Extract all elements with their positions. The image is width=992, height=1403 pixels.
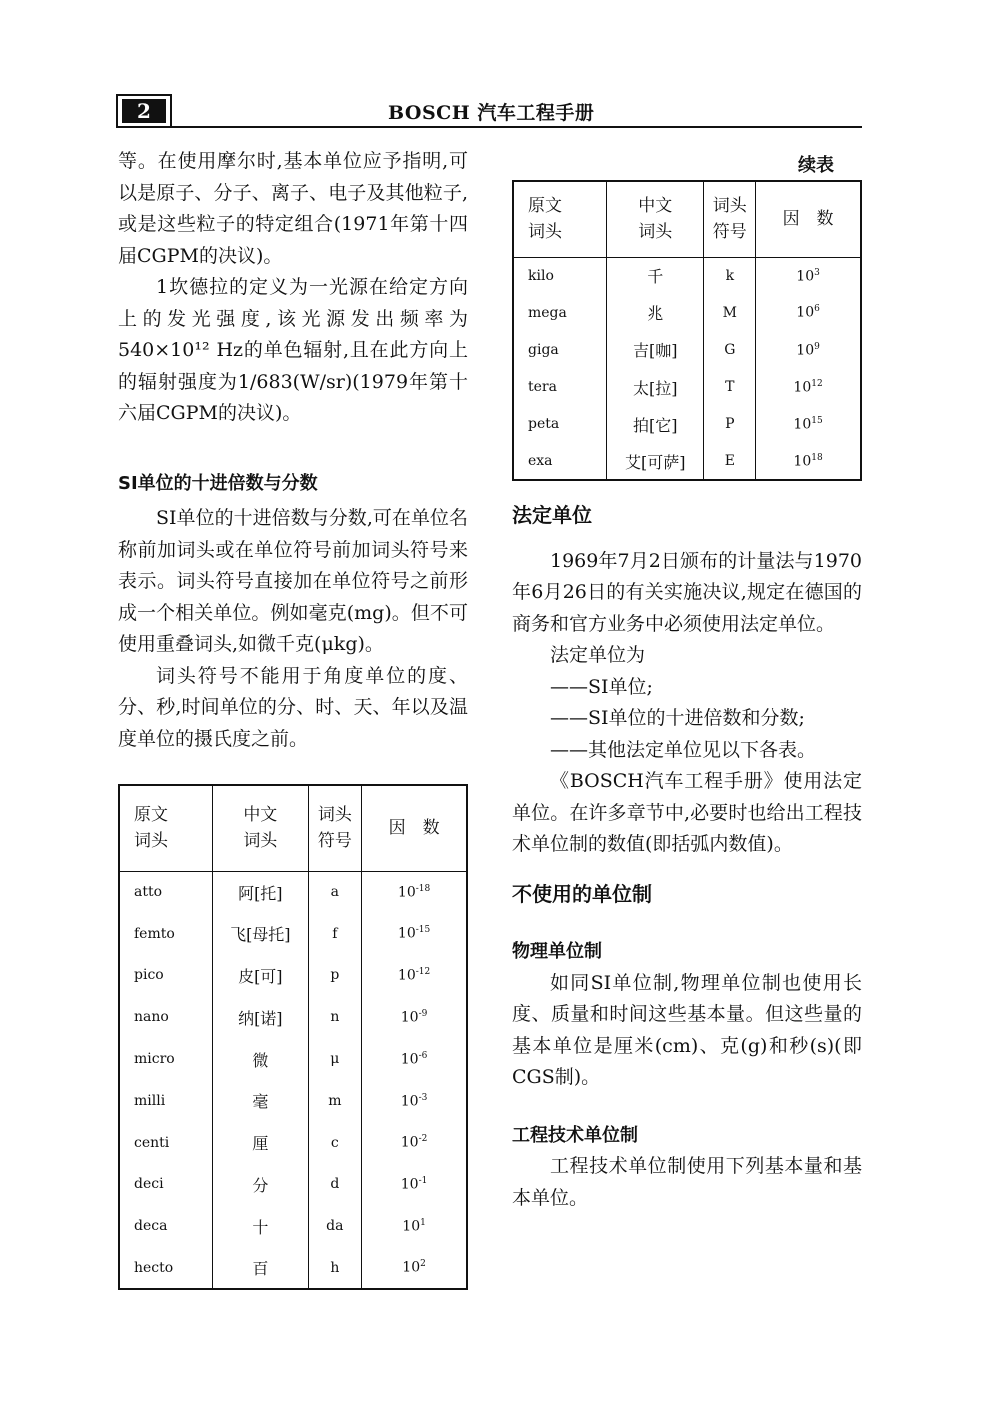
header-chinese-prefix: 中文 词头 <box>213 785 308 871</box>
table-row <box>119 1038 467 1080</box>
cell-factor <box>756 406 861 443</box>
cell-original-prefix: pico <box>134 967 164 984</box>
right-column <box>512 500 862 1214</box>
cell-original-prefix: centi <box>134 1134 170 1151</box>
table-row <box>513 331 861 368</box>
factor-base: 10 <box>402 1218 421 1235</box>
cell-chinese-prefix: 纳[诺] <box>213 996 308 1038</box>
cell-original-prefix: mega <box>528 304 567 321</box>
factor-exponent: 3 <box>814 267 820 278</box>
cell-original-prefix: atto <box>134 884 163 901</box>
prefix-table-large <box>512 180 862 481</box>
factor-base: 10 <box>400 1051 419 1068</box>
paragraph-technical-system: 工程技术单位制使用下列基本量和基本单位。 <box>512 1155 862 1209</box>
paragraph-prefix-usage: SI单位的十进倍数与分数,可在单位名称前加词头或在单位符号前加词头符号来表示。词头符号直接加在单位符号之前形成一个相关单位。例如毫克(mg)。但不可使用重叠词头,如微千克(μkg)。 <box>118 507 468 655</box>
cell-factor <box>362 1122 467 1164</box>
cell-original-prefix: kilo <box>528 267 554 284</box>
table-row <box>119 871 467 913</box>
cell-prefix-symbol: T <box>704 369 756 406</box>
cell-original-prefix: tera <box>528 379 557 396</box>
factor-base: 10 <box>793 453 812 470</box>
header-factor: 因 数 <box>756 181 861 257</box>
factor-exponent: -1 <box>418 1176 428 1187</box>
cell-prefix-symbol: n <box>308 996 362 1038</box>
factor-exponent: -9 <box>418 1008 428 1019</box>
cell-prefix-symbol: da <box>308 1205 362 1247</box>
cell-factor <box>362 1164 467 1206</box>
cell-prefix-symbol: k <box>704 257 756 294</box>
legal-units-list-item: ——SI单位的十进倍数和分数; <box>550 707 805 729</box>
cell-prefix-symbol: P <box>704 406 756 443</box>
cell-chinese-prefix: 太[拉] <box>607 369 704 406</box>
cell-original-prefix: femto <box>134 925 175 942</box>
cell-factor <box>756 294 861 331</box>
cell-chinese-prefix: 毫 <box>213 1080 308 1122</box>
table-row <box>513 294 861 331</box>
cell-chinese-prefix: 皮[可] <box>213 955 308 997</box>
table-continued-caption: 续表 <box>798 155 834 176</box>
cell-original-prefix: milli <box>134 1092 166 1109</box>
subheading-physical-system: 物理单位制 <box>512 941 602 962</box>
cell-prefix-symbol: G <box>704 331 756 368</box>
cell-original-prefix: deca <box>134 1218 168 1235</box>
cell-prefix-symbol: μ <box>308 1038 362 1080</box>
cell-factor <box>362 913 467 955</box>
factor-base: 10 <box>400 1093 419 1110</box>
section-heading-si-multiples: SI单位的十进倍数与分数 <box>118 472 318 494</box>
table-row <box>119 1164 467 1206</box>
cell-chinese-prefix: 拍[它] <box>607 406 704 443</box>
cell-factor <box>756 443 861 480</box>
cell-original-prefix: nano <box>134 1009 169 1026</box>
cell-factor <box>756 331 861 368</box>
legal-units-list-item: ——其他法定单位见以下各表。 <box>550 738 817 761</box>
factor-base: 10 <box>796 305 815 322</box>
factor-exponent: 18 <box>811 452 823 463</box>
cell-original-prefix: hecto <box>134 1259 174 1276</box>
factor-exponent: 9 <box>814 341 820 352</box>
cell-chinese-prefix: 阿[托] <box>213 871 308 913</box>
cell-factor <box>756 369 861 406</box>
cell-original-prefix: giga <box>528 341 559 358</box>
factor-exponent: -18 <box>415 883 431 894</box>
paragraph-prefix-restrictions: 词头符号不能用于角度单位的度、分、秒,时间单位的分、时、天、年以及温度单位的摄氏度之前。 <box>118 664 468 750</box>
prefix-table-small <box>118 784 468 1290</box>
cell-chinese-prefix: 千 <box>607 257 704 294</box>
section-heading-unused-systems: 不使用的单位制 <box>512 881 652 906</box>
cell-factor <box>362 1205 467 1247</box>
legal-units-list-intro: 法定单位为 <box>550 644 646 666</box>
page-number-box <box>116 94 172 128</box>
cell-factor <box>362 996 467 1038</box>
cell-original-prefix: exa <box>528 453 553 470</box>
cell-original-prefix: peta <box>528 416 560 433</box>
table-row <box>513 257 861 294</box>
table-row <box>119 913 467 955</box>
factor-exponent: -6 <box>418 1050 428 1061</box>
factor-base: 10 <box>793 379 812 396</box>
factor-exponent: -15 <box>415 925 431 936</box>
factor-base: 10 <box>402 1259 421 1276</box>
page-number: 2 <box>122 99 166 123</box>
cell-prefix-symbol: p <box>308 955 362 997</box>
factor-exponent: 12 <box>811 378 823 389</box>
paragraph-legal-units: 1969年7月2日颁布的计量法与1970年6月26日的有关实施决议,规定在德国的商务和官方业务中必须使用法定单位。 <box>512 549 862 635</box>
factor-exponent: -3 <box>418 1092 428 1103</box>
factor-base: 10 <box>400 1176 419 1193</box>
cell-prefix-symbol: c <box>308 1122 362 1164</box>
table-row <box>119 955 467 997</box>
table-row <box>119 1122 467 1164</box>
factor-exponent: -2 <box>418 1134 428 1145</box>
cell-prefix-symbol: M <box>704 294 756 331</box>
cell-original-prefix: micro <box>134 1051 175 1068</box>
cell-chinese-prefix: 厘 <box>213 1122 308 1164</box>
cell-factor <box>362 871 467 913</box>
header-original-prefix: 原文 词头 <box>119 785 213 871</box>
factor-exponent: 15 <box>811 416 823 427</box>
table-row <box>513 369 861 406</box>
cell-chinese-prefix: 吉[咖] <box>607 331 704 368</box>
cell-prefix-symbol: h <box>308 1247 362 1289</box>
paragraph-handbook-units: 《BOSCH汽车工程手册》使用法定单位。在许多章节中,必要时也给出工程技术单位制的数值(即括弧内数值)。 <box>512 770 862 855</box>
header-chinese-prefix: 中文 词头 <box>607 181 704 257</box>
paragraph-candela: 1坎德拉的定义为一光源在给定方向上的发光强度,该光源发出频率为540×10¹² Hz的单色辐射,且在此方向上的辐射强度为1/683(W/sr)(1979年第十六届CGPM的决议)。 <box>118 276 468 424</box>
cell-chinese-prefix: 飞[母托] <box>213 913 308 955</box>
factor-exponent: 6 <box>814 304 820 315</box>
paragraph-mole: 等。在使用摩尔时,基本单位应予指明,可以是原子、分子、离子、电子及其他粒子,或是这些粒子的特定组合(1971年第十四届CGPM的决议)。 <box>118 150 468 267</box>
legal-units-list-item: ——SI单位; <box>550 675 653 698</box>
cell-original-prefix: deci <box>134 1176 164 1193</box>
factor-base: 10 <box>796 342 815 359</box>
paragraph-physical-system: 如同SI单位制,物理单位制也使用长度、质量和时间这些基本量。但这些量的基本单位是厘米(cm)、克(g)和秒(s)(即CGS制)。 <box>512 971 862 1088</box>
table-row <box>513 443 861 480</box>
left-column <box>118 146 468 755</box>
table-row <box>119 996 467 1038</box>
factor-base: 10 <box>397 884 416 901</box>
table-row <box>119 1205 467 1247</box>
factor-exponent: 1 <box>420 1217 426 1228</box>
factor-base: 10 <box>400 1135 419 1151</box>
cell-prefix-symbol: E <box>704 443 756 480</box>
cell-prefix-symbol: m <box>308 1080 362 1122</box>
factor-base: 10 <box>796 268 815 285</box>
factor-base: 10 <box>397 926 416 943</box>
header-original-prefix: 原文 词头 <box>513 181 607 257</box>
cell-factor <box>362 1080 467 1122</box>
cell-chinese-prefix: 艾[可萨] <box>607 443 704 480</box>
cell-chinese-prefix: 兆 <box>607 294 704 331</box>
cell-chinese-prefix: 十 <box>213 1205 308 1247</box>
cell-factor <box>362 955 467 997</box>
factor-exponent: 2 <box>420 1259 426 1270</box>
cell-factor <box>362 1038 467 1080</box>
cell-chinese-prefix: 微 <box>213 1038 308 1080</box>
cell-chinese-prefix: 分 <box>213 1164 308 1206</box>
cell-prefix-symbol: f <box>308 913 362 955</box>
table-row <box>119 1080 467 1122</box>
cell-factor <box>362 1247 467 1289</box>
cell-factor <box>756 257 861 294</box>
cell-prefix-symbol: d <box>308 1164 362 1206</box>
section-heading-legal-units: 法定单位 <box>512 503 592 527</box>
factor-exponent: -12 <box>415 967 431 978</box>
factor-base: 10 <box>793 416 812 433</box>
header-prefix-symbol: 词头 符号 <box>308 785 362 871</box>
table-row <box>513 406 861 443</box>
table-row <box>119 1247 467 1289</box>
header-prefix-symbol: 词头 符号 <box>704 181 756 257</box>
header-factor: 因 数 <box>362 785 467 871</box>
cell-prefix-symbol: a <box>308 871 362 913</box>
factor-base: 10 <box>397 967 416 984</box>
cell-chinese-prefix: 百 <box>213 1247 308 1289</box>
header-rule <box>116 126 862 128</box>
running-header-title: BOSCH 汽车工程手册 <box>388 102 595 124</box>
subheading-technical-system: 工程技术单位制 <box>512 1124 638 1146</box>
factor-base: 10 <box>400 1009 419 1026</box>
